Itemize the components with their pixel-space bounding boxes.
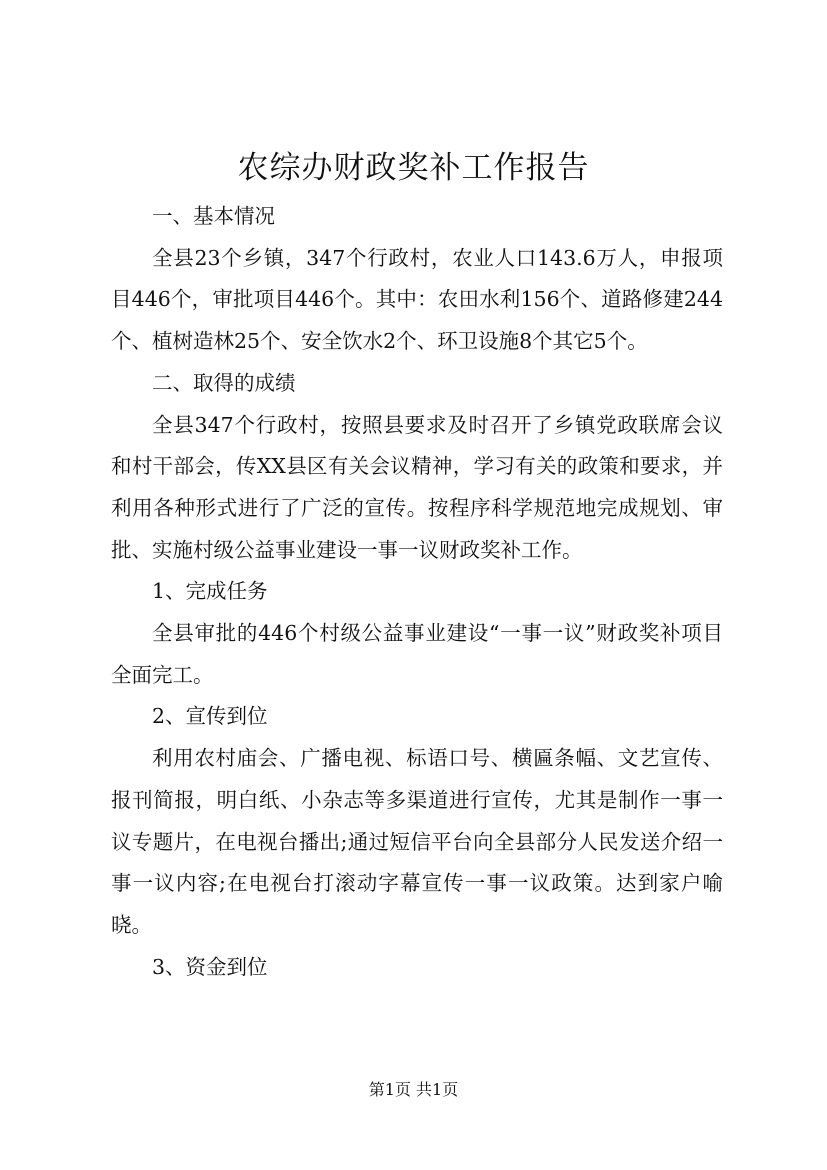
paragraph-publicity: 利用农村庙会、广播电视、标语口号、横匾条幅、文艺宣传、报刊简报，明白纸、小杂志等多渠道进行宣传，尤其是制作一事一议专题片，在电视台播出;通过短信平台向全县部分人民发送介绍一事一议内容;在电视台打滚动字幕宣传一事一议政策。达到家户喻晓。: [111, 746, 723, 937]
document-body: [111, 196, 723, 988]
subheading-funding: 3、资金到位: [152, 954, 268, 979]
section-heading-basic-situation: 一、基本情况: [152, 204, 275, 228]
paragraph-basic-situation: 全县23个乡镇，347个行政村，农业人口143.6万人，申报项目446个，审批项目446个。其中：农田水利156个、道路修建244个、植树造林25个、安全饮水2个、环卫设施8个其它5个。: [111, 245, 723, 354]
paragraph-achievements: 全县347个行政村，按照县要求及时召开了乡镇党政联席会议和村干部会，传XX县区有关会议精神，学习有关的政策和要求，并利用各种形式进行了广泛的宣传。按程序科学规范地完成规划、审批、实施村级公益事业建设一事一议财政奖补工作。: [111, 412, 723, 562]
subheading-publicity: 2、宣传到位: [152, 704, 268, 729]
section-heading-achievements: 二、取得的成绩: [152, 370, 296, 395]
paragraph-task-completion: 全县审批的446个村级公益事业建设“一事一议”财政奖补项目全面完工。: [111, 621, 723, 687]
page-footer: 第1页 共1页: [368, 1080, 459, 1099]
document-title: 农综办财政奖补工作报告: [237, 150, 590, 186]
subheading-task-completion: 1、完成任务: [152, 579, 268, 604]
